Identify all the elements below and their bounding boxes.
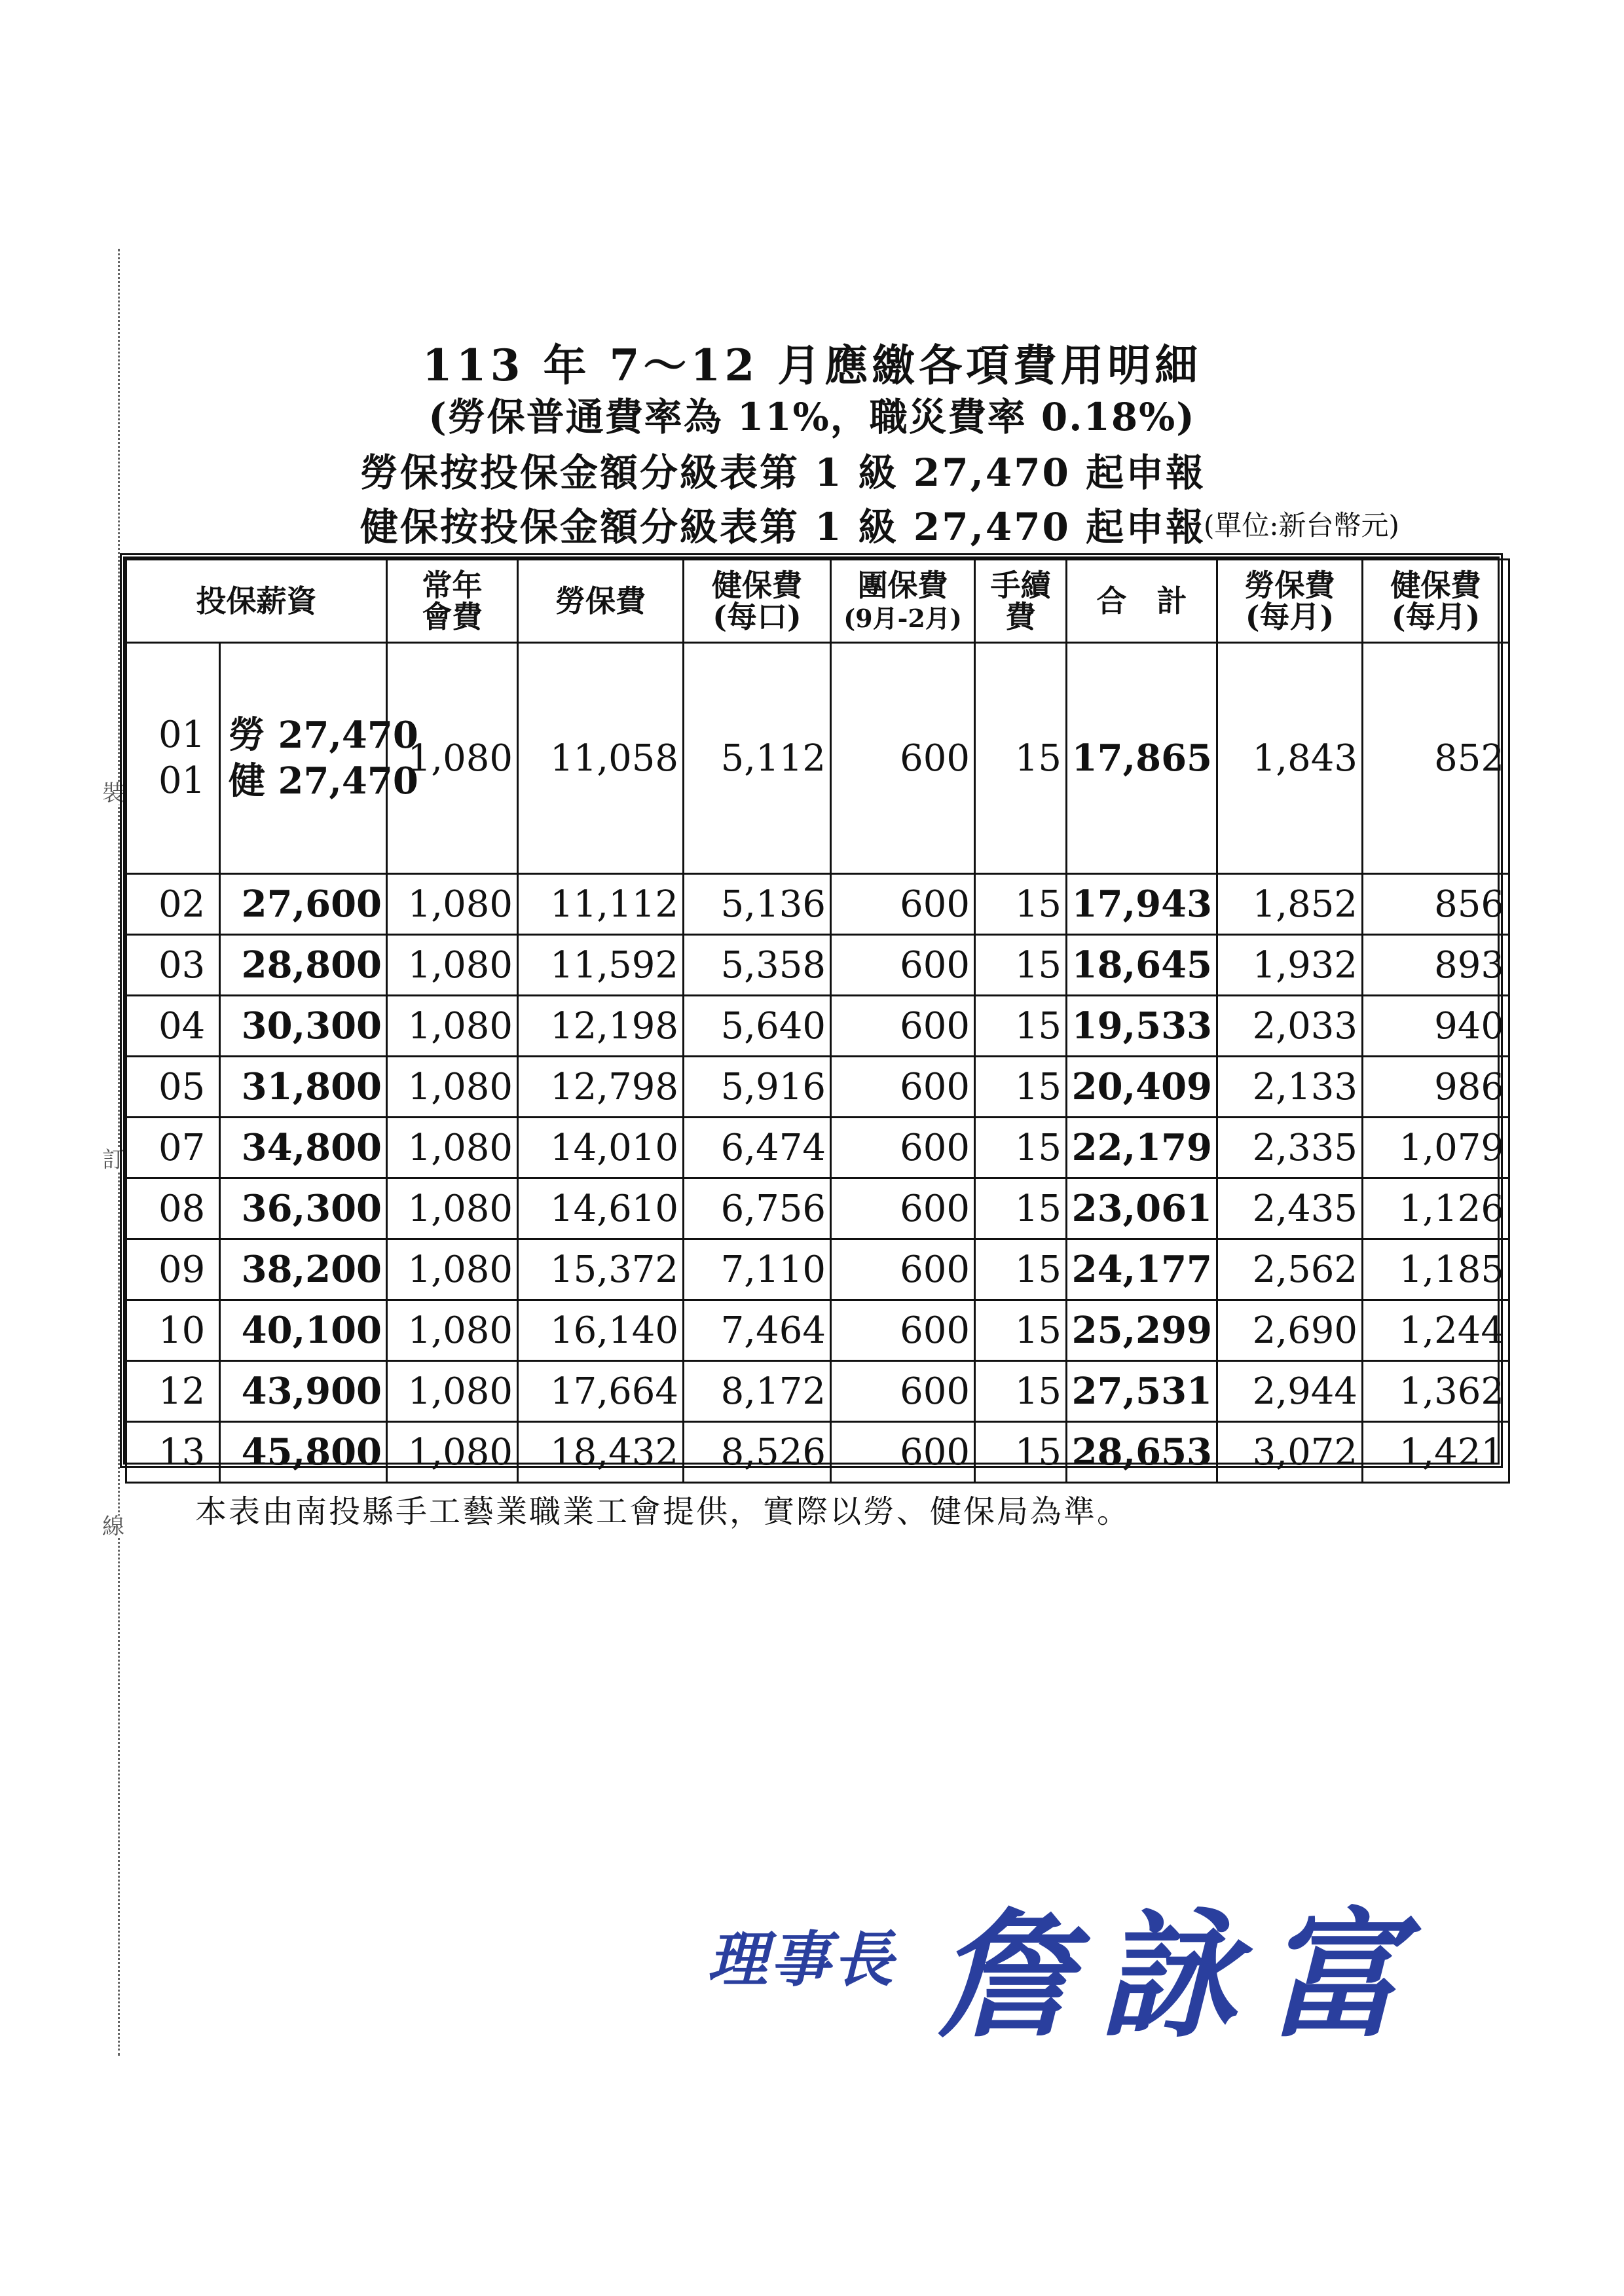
group-fee-cell: 600 [831, 874, 975, 935]
total-cell: 28,653 [1067, 1422, 1217, 1483]
annual-fee-cell: 1,080 [387, 643, 518, 874]
salary-cell: 27,600 [220, 874, 387, 935]
table-header-row [126, 560, 1509, 643]
health-fee-cell: 8,526 [684, 1422, 831, 1483]
table-row [126, 935, 1509, 996]
grade-code-cell: 05 [126, 1057, 220, 1118]
grade-code-cell: 04 [126, 996, 220, 1057]
labor-fee-cell: 14,010 [518, 1118, 684, 1178]
total-cell: 22,179 [1067, 1118, 1217, 1178]
header-group-fee-line1: 團保費 [857, 567, 948, 603]
health-monthly-cell: 1,362 [1363, 1361, 1509, 1422]
table-row [126, 1118, 1509, 1178]
health-monthly-cell: 852 [1363, 643, 1509, 874]
health-fee-cell: 8,172 [684, 1361, 831, 1422]
labor-fee-cell: 11,592 [518, 935, 684, 996]
binding-char-top: 裝 [102, 780, 124, 807]
labor-monthly-cell: 2,133 [1217, 1057, 1363, 1118]
total-cell: 23,061 [1067, 1178, 1217, 1239]
salary-labor: 勞 27,470 [229, 714, 418, 757]
labor-monthly-cell: 2,033 [1217, 996, 1363, 1057]
annual-fee-cell: 1,080 [387, 1239, 518, 1300]
salary-cell [220, 643, 418, 874]
total-cell: 17,865 [1067, 643, 1217, 874]
fee-table-container [120, 553, 1504, 1474]
group-fee-cell: 600 [831, 1422, 975, 1483]
annual-fee-cell: 1,080 [387, 996, 518, 1057]
signature-title: 理事長 [707, 1924, 896, 1995]
grade-code-cell: 02 [126, 874, 220, 935]
table-row [126, 996, 1509, 1057]
annual-fee-cell: 1,080 [387, 1118, 518, 1178]
header-salary: 投保薪資 [126, 560, 387, 643]
labor-fee-cell: 14,610 [518, 1178, 684, 1239]
health-monthly-cell: 1,185 [1363, 1239, 1509, 1300]
salary-cell: 38,200 [220, 1239, 387, 1300]
grade-code-cell: 08 [126, 1178, 220, 1239]
health-fee-cell: 5,112 [684, 643, 831, 874]
labor-fee-cell: 12,198 [518, 996, 684, 1057]
grade-code-cell: 09 [126, 1239, 220, 1300]
fee-table [125, 558, 1510, 1484]
total-cell: 18,645 [1067, 935, 1217, 996]
handling-fee-cell: 15 [975, 935, 1067, 996]
health-monthly-cell: 1,244 [1363, 1300, 1509, 1361]
signature-name: 詹詠富 [936, 1895, 1428, 2056]
total-cell: 17,943 [1067, 874, 1217, 935]
header-group-fee-line2: (9月-2月) [843, 604, 962, 633]
salary-cell: 45,800 [220, 1422, 387, 1483]
health-fee-cell: 7,110 [684, 1239, 831, 1300]
header-health-fee [684, 560, 831, 643]
handling-fee-cell: 15 [975, 1118, 1067, 1178]
binding-char-mid: 訂 [102, 1147, 124, 1173]
group-fee-cell: 600 [831, 996, 975, 1057]
salary-cell: 43,900 [220, 1361, 387, 1422]
labor-monthly-cell: 1,932 [1217, 935, 1363, 996]
group-fee-cell: 600 [831, 1239, 975, 1300]
header-annual-fee-line2: 會費 [422, 599, 483, 634]
grade-code-cell: 03 [126, 935, 220, 996]
labor-fee-cell: 18,432 [518, 1422, 684, 1483]
group-fee-cell: 600 [831, 1300, 975, 1361]
header-labor-monthly-line1: 勞保費 [1244, 567, 1335, 603]
table-row [126, 1178, 1509, 1239]
header-labor-monthly-line2: (每月) [1245, 599, 1335, 634]
labor-monthly-cell: 2,562 [1217, 1239, 1363, 1300]
annual-fee-cell: 1,080 [387, 1361, 518, 1422]
page-subtitle: (勞保普通費率為 11%，職災費率 0.18%) [428, 395, 1196, 439]
total-cell: 27,531 [1067, 1361, 1217, 1422]
table-row [126, 1361, 1509, 1422]
salary-cell: 34,800 [220, 1118, 387, 1178]
table-row [126, 1422, 1509, 1483]
binding-char-bottom: 線 [102, 1514, 124, 1540]
table-row [126, 1057, 1509, 1118]
labor-monthly-cell: 2,690 [1217, 1300, 1363, 1361]
group-fee-cell: 600 [831, 1178, 975, 1239]
header-health-fee-line1: 健保費 [712, 567, 802, 603]
health-monthly-cell: 1,079 [1363, 1118, 1509, 1178]
salary-cell: 28,800 [220, 935, 387, 996]
grade-code-labor: 01 [158, 714, 206, 756]
footnote: 本表由南投縣手工藝業職業工會提供，實際以勞、健保局為準。 [195, 1493, 1131, 1530]
group-fee-cell: 600 [831, 643, 975, 874]
labor-fee-cell: 11,112 [518, 874, 684, 935]
health-fee-cell: 7,464 [684, 1300, 831, 1361]
health-fee-cell: 5,916 [684, 1057, 831, 1118]
labor-monthly-cell: 2,944 [1217, 1361, 1363, 1422]
labor-fee-cell: 17,664 [518, 1361, 684, 1422]
table-row [126, 1239, 1509, 1300]
group-fee-cell: 600 [831, 935, 975, 996]
health-fee-cell: 6,474 [684, 1118, 831, 1178]
grade-code-cell: 13 [126, 1422, 220, 1483]
labor-monthly-cell: 2,435 [1217, 1178, 1363, 1239]
group-fee-cell: 600 [831, 1361, 975, 1422]
handling-fee-cell: 15 [975, 1300, 1067, 1361]
grade-code-cell: 12 [126, 1361, 220, 1422]
labor-fee-cell: 16,140 [518, 1300, 684, 1361]
salary-cell: 31,800 [220, 1057, 387, 1118]
health-fee-cell: 5,358 [684, 935, 831, 996]
labor-monthly-cell: 1,852 [1217, 874, 1363, 935]
handling-fee-cell: 15 [975, 1239, 1067, 1300]
header-annual-fee-line1: 常年 [422, 567, 483, 603]
health-monthly-cell: 1,421 [1363, 1422, 1509, 1483]
grade-code-health: 01 [158, 759, 206, 802]
header-group-fee [831, 560, 975, 643]
handling-fee-cell: 15 [975, 1361, 1067, 1422]
labor-monthly-cell: 2,335 [1217, 1118, 1363, 1178]
labor-monthly-cell: 1,843 [1217, 643, 1363, 874]
annual-fee-cell: 1,080 [387, 1422, 518, 1483]
header-health-fee-line2: (每口) [712, 599, 802, 634]
health-monthly-cell: 940 [1363, 996, 1509, 1057]
table-row [126, 643, 1509, 874]
table-row [126, 1300, 1509, 1361]
health-monthly-cell: 893 [1363, 935, 1509, 996]
health-monthly-cell: 1,126 [1363, 1178, 1509, 1239]
total-cell: 19,533 [1067, 996, 1217, 1057]
annual-fee-cell: 1,080 [387, 1057, 518, 1118]
labor-fee-cell: 15,372 [518, 1239, 684, 1300]
salary-cell: 30,300 [220, 996, 387, 1057]
group-fee-cell: 600 [831, 1118, 975, 1178]
annual-fee-cell: 1,080 [387, 874, 518, 935]
header-handling-fee [975, 560, 1067, 643]
handling-fee-cell: 15 [975, 1057, 1067, 1118]
health-fee-cell: 5,640 [684, 996, 831, 1057]
health-insurance-note: 健保按投保金額分級表第 1 級 27,470 起申報 [360, 505, 1206, 549]
handling-fee-cell: 15 [975, 1422, 1067, 1483]
header-health-monthly [1363, 560, 1509, 643]
annual-fee-cell: 1,080 [387, 1178, 518, 1239]
unit-label: (單位:新台幣元) [1204, 509, 1399, 541]
total-cell: 20,409 [1067, 1057, 1217, 1118]
labor-fee-cell: 11,058 [518, 643, 684, 874]
header-annual-fee [387, 560, 518, 643]
annual-fee-cell: 1,080 [387, 935, 518, 996]
handling-fee-cell: 15 [975, 996, 1067, 1057]
header-handling-fee-line2: 費 [1005, 599, 1036, 634]
total-cell: 24,177 [1067, 1239, 1217, 1300]
total-cell: 25,299 [1067, 1300, 1217, 1361]
labor-monthly-cell: 3,072 [1217, 1422, 1363, 1483]
header-health-monthly-line1: 健保費 [1390, 567, 1481, 603]
salary-cell: 36,300 [220, 1178, 387, 1239]
handling-fee-cell: 15 [975, 874, 1067, 935]
health-monthly-cell: 986 [1363, 1057, 1509, 1118]
grade-code-cell [126, 643, 220, 874]
page-title: 113 年 7～12 月應繳各項費用明細 [422, 340, 1202, 391]
health-fee-cell: 6,756 [684, 1178, 831, 1239]
salary-health: 健 27,470 [229, 759, 418, 803]
header-handling-fee-line1: 手續 [990, 567, 1051, 603]
header-labor-monthly [1217, 560, 1363, 643]
health-monthly-cell: 856 [1363, 874, 1509, 935]
health-fee-cell: 5,136 [684, 874, 831, 935]
handling-fee-cell: 15 [975, 643, 1067, 874]
annual-fee-cell: 1,080 [387, 1300, 518, 1361]
grade-code-cell: 10 [126, 1300, 220, 1361]
header-health-monthly-line2: (每月) [1391, 599, 1481, 634]
labor-insurance-note: 勞保按投保金額分級表第 1 級 27,470 起申報 [360, 450, 1206, 495]
header-total: 合 計 [1067, 560, 1217, 643]
handling-fee-cell: 15 [975, 1178, 1067, 1239]
salary-cell: 40,100 [220, 1300, 387, 1361]
labor-fee-cell: 12,798 [518, 1057, 684, 1118]
header-labor-fee: 勞保費 [518, 560, 684, 643]
group-fee-cell: 600 [831, 1057, 975, 1118]
table-row [126, 874, 1509, 935]
grade-code-cell: 07 [126, 1118, 220, 1178]
